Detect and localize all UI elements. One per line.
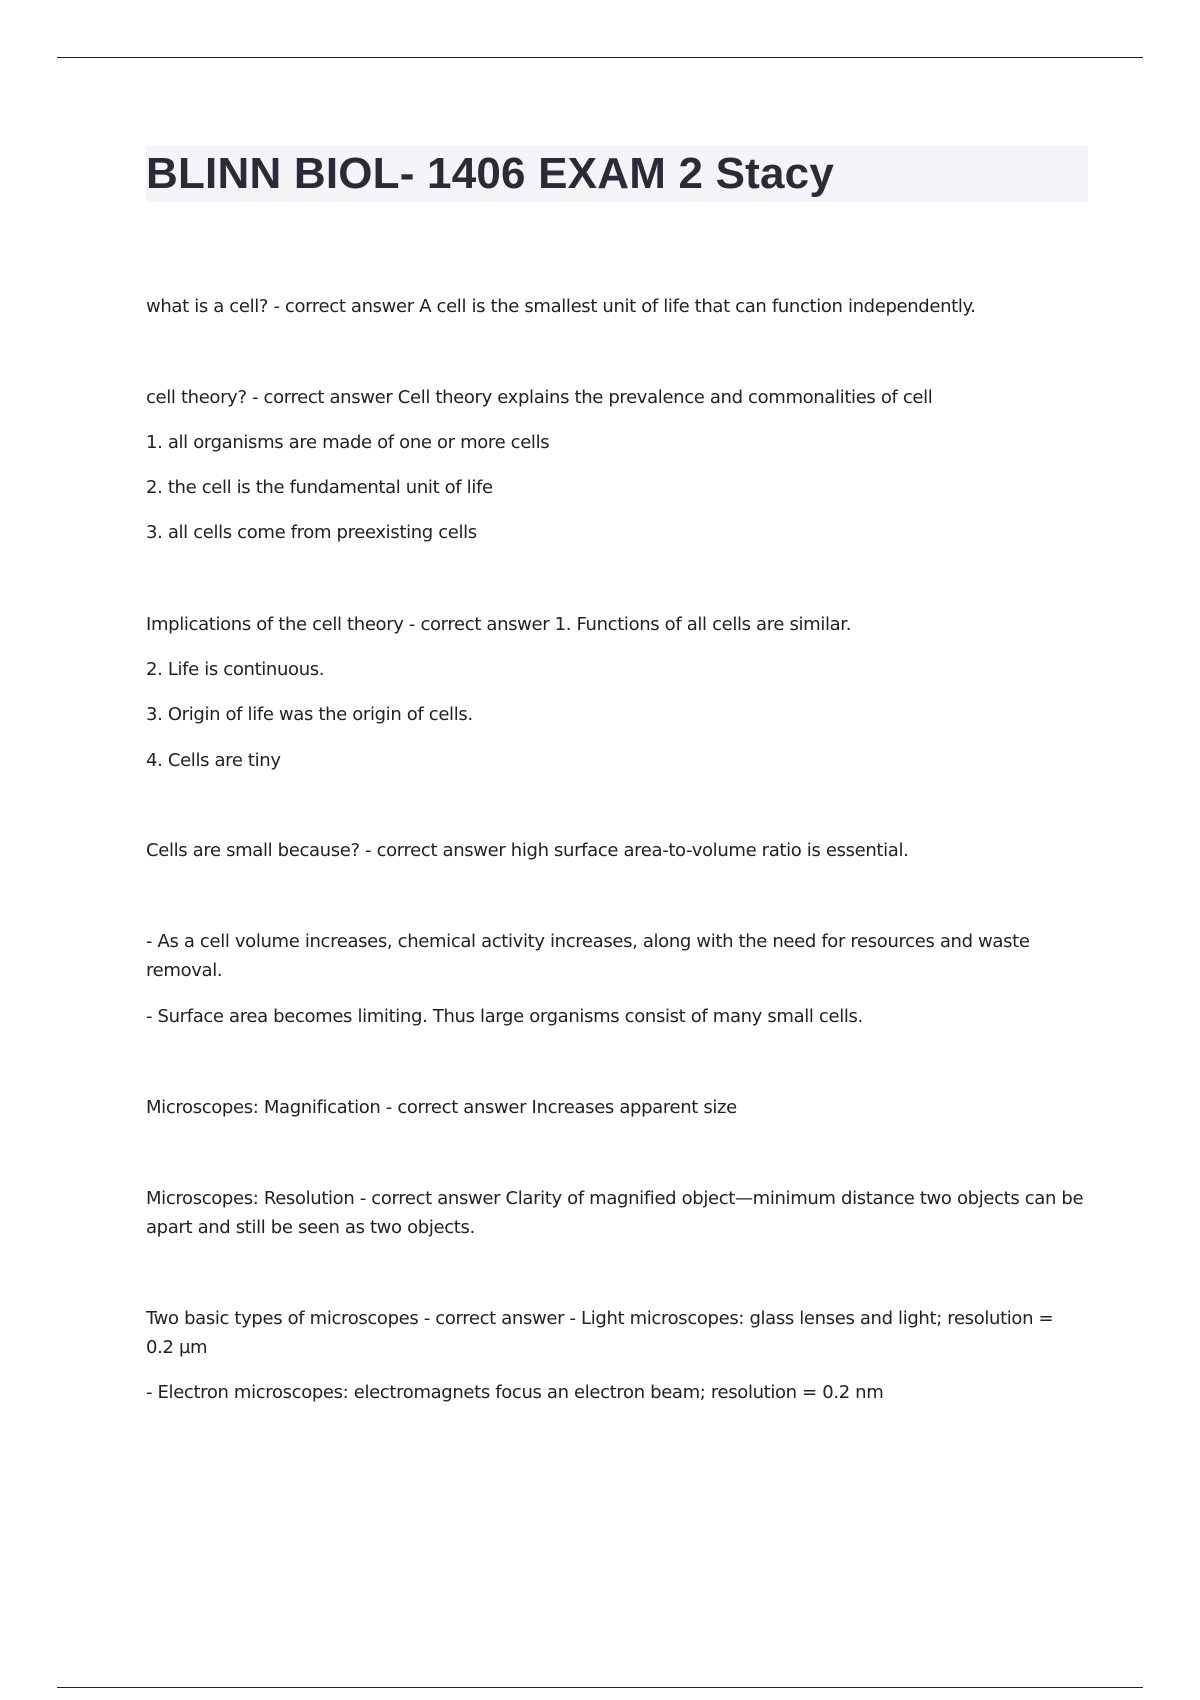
list-item: 3. Origin of life was the origin of cells. xyxy=(146,704,473,725)
list-item: 4. Cells are tiny xyxy=(146,750,281,771)
list-item: 1. all organisms are made of one or more cells xyxy=(146,432,550,453)
list-item: 2. Life is continuous. xyxy=(146,659,325,680)
paragraph-volume: - As a cell volume increases, chemical activity increases, along with the need for resources and waste removal. xyxy=(146,931,1030,981)
qa-microscope-types: Two basic types of microscopes - correct answer - Light microscopes: glass lenses and light; resolution = 0.2 µm xyxy=(146,1308,1054,1358)
paragraph-surface-area: - Surface area becomes limiting. Thus large organisms consist of many small cells. xyxy=(146,1006,863,1027)
qa-cell-theory: cell theory? - correct answer Cell theory explains the prevalence and commonalities of cell xyxy=(146,387,933,408)
qa-magnification: Microscopes: Magnification - correct answer Increases apparent size xyxy=(146,1097,737,1118)
qa-what-is-cell: what is a cell? - correct answer A cell is the smallest unit of life that can function independently. xyxy=(146,296,976,317)
paragraph-electron-microscopes: - Electron microscopes: electromagnets focus an electron beam; resolution = 0.2 nm xyxy=(146,1382,884,1403)
top-rule xyxy=(57,57,1143,58)
qa-resolution: Microscopes: Resolution - correct answer Clarity of magnified object—minimum distance two objects can be apart and still be seen as two objects. xyxy=(146,1188,1084,1238)
bottom-rule xyxy=(57,1687,1143,1688)
list-item: 2. the cell is the fundamental unit of life xyxy=(146,477,493,498)
qa-cells-small: Cells are small because? - correct answer high surface area-to-volume ratio is essential. xyxy=(146,840,909,861)
document-title: BLINN BIOL- 1406 EXAM 2 Stacy xyxy=(146,149,834,198)
qa-implications: Implications of the cell theory - correct answer 1. Functions of all cells are similar. xyxy=(146,614,852,635)
list-item: 3. all cells come from preexisting cells xyxy=(146,522,477,543)
